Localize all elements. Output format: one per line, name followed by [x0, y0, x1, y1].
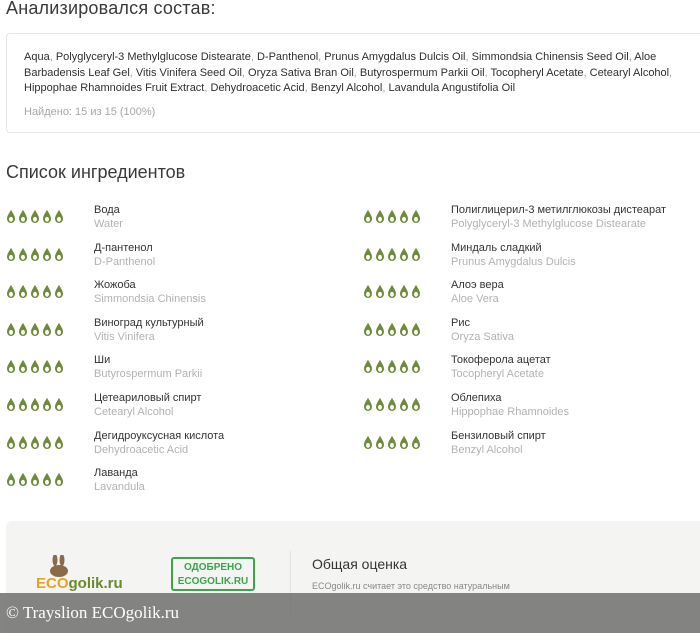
drop-icon — [54, 359, 64, 374]
rating-drops — [363, 397, 421, 412]
drop-icon — [375, 247, 385, 262]
drop-icon — [42, 359, 52, 374]
composition-list — [24, 50, 700, 97]
ingredient-row[interactable] — [363, 393, 700, 423]
ingredient-latin-name: Vitis Vinifera — [94, 330, 155, 343]
ingredient-row[interactable] — [363, 355, 700, 385]
rating-drops — [6, 472, 64, 487]
ingredient-name[interactable]: Ши — [94, 354, 111, 367]
drop-icon — [399, 209, 409, 224]
ingredient-row[interactable] — [6, 355, 346, 385]
overall-rating-title: Общая оценка — [312, 556, 408, 572]
ingredient-name[interactable]: Цетеариловый спирт — [94, 392, 202, 404]
rating-drops — [6, 247, 64, 262]
drop-icon — [6, 435, 16, 450]
drop-icon — [54, 435, 64, 450]
drop-icon — [6, 472, 16, 487]
ingredient-name[interactable]: Рис — [451, 316, 470, 329]
composition-ingredient[interactable]: Polyglyceryl-3 Methylglucose Distearate — [55, 51, 251, 63]
drop-icon — [387, 209, 397, 224]
ingredient-row[interactable] — [6, 393, 346, 423]
composition-title: Анализировался состав: — [6, 0, 216, 18]
separator: , — [318, 51, 325, 63]
composition-ingredient[interactable]: Tocopheryl Acetate — [490, 66, 584, 79]
ingredient-latin-name: Butyrospermum Parkii — [94, 368, 203, 381]
drop-icon — [30, 359, 40, 374]
rating-drops — [363, 209, 421, 224]
ingredient-latin-name: Hippophae Rhamnoides — [451, 406, 570, 418]
drop-icon — [18, 247, 28, 262]
ingredient-latin-name: Oryza Sativa — [451, 330, 514, 343]
drop-icon — [54, 322, 64, 337]
drop-icon — [387, 322, 397, 337]
drop-icon — [30, 397, 40, 412]
ingredient-row[interactable] — [6, 318, 346, 348]
composition-ingredient[interactable]: Lavandula Angustifolia Oil — [388, 82, 516, 94]
ingredient-name[interactable]: Дегидроуксусная кислота — [94, 429, 225, 442]
rating-drops — [363, 435, 421, 450]
drop-icon — [18, 472, 28, 487]
drop-icon — [387, 359, 397, 374]
drop-icon — [42, 397, 52, 412]
drop-icon — [6, 284, 16, 299]
drop-icon — [363, 322, 373, 337]
drop-icon — [411, 247, 421, 262]
rating-drops — [6, 397, 64, 412]
drop-icon — [6, 247, 16, 262]
drop-icon — [411, 209, 421, 224]
composition-ingredient[interactable]: Vitis Vinifera Seed Oil — [135, 66, 242, 79]
drop-icon — [6, 209, 16, 224]
separator: , — [669, 66, 673, 79]
rating-drops — [6, 209, 64, 224]
separator: , — [129, 66, 136, 79]
composition-ingredient[interactable]: D-Panthenol — [256, 51, 319, 63]
drop-icon — [30, 322, 40, 337]
drop-icon — [387, 284, 397, 299]
drop-icon — [399, 284, 409, 299]
drop-icon — [411, 397, 421, 412]
drop-icon — [42, 284, 52, 299]
watermark: © Trayslion ECOgolik.ru — [0, 593, 700, 633]
ingredient-row[interactable] — [363, 318, 700, 348]
approved-stamp: ОДОБРЕНО ECOGOLIK.RU — [171, 557, 255, 591]
ingredient-latin-name: Benzyl Alcohol — [451, 443, 523, 456]
drop-icon — [375, 397, 385, 412]
separator: , — [241, 66, 249, 79]
overall-rating-text: ECOgolik.ru считает это средство натуральным — [312, 581, 510, 591]
drop-icon — [6, 397, 16, 412]
ingredient-row[interactable] — [6, 243, 346, 273]
drop-icon — [42, 247, 52, 262]
ingredient-latin-name: Cetearyl Alcohol — [94, 406, 174, 418]
composition-ingredient[interactable]: Dehydroacetic Acid — [210, 82, 305, 94]
drop-icon — [411, 284, 421, 299]
ingredient-latin-name: Tocopheryl Acetate — [451, 368, 544, 381]
ingredient-latin-name: Prunus Amygdalus Dulcis — [451, 255, 576, 268]
ingredient-name[interactable]: Полиглицерил-3 метилглюкозы дистеарат — [451, 204, 667, 216]
drop-icon — [411, 322, 421, 337]
ingredient-name[interactable]: Токоферола ацетат — [451, 354, 551, 367]
composition-ingredient[interactable]: Simmondsia Chinensis Seed Oil — [471, 51, 629, 63]
composition-ingredient[interactable]: Aqua — [24, 51, 50, 63]
ingredient-row[interactable] — [6, 205, 346, 235]
separator: , — [465, 51, 472, 63]
ingredient-latin-name: Polyglyceryl-3 Methylglucose Distearate — [451, 218, 647, 230]
rabbit-icon — [44, 555, 74, 577]
separator: , — [49, 51, 56, 63]
drop-icon — [363, 359, 373, 374]
separator: , — [304, 82, 311, 94]
rating-drops — [363, 247, 421, 262]
drop-icon — [30, 247, 40, 262]
ingredient-name[interactable]: Алоэ вера — [451, 279, 504, 292]
composition-ingredient[interactable]: Prunus Amygdalus Dulcis Oil — [324, 51, 466, 63]
drop-icon — [30, 435, 40, 450]
ingredient-row[interactable] — [363, 243, 700, 273]
ingredient-latin-name: Aloe Vera — [451, 293, 499, 306]
drop-icon — [54, 247, 64, 262]
drop-icon — [375, 209, 385, 224]
drop-icon — [411, 435, 421, 450]
ingredient-name[interactable]: Вода — [94, 204, 120, 216]
drop-icon — [54, 472, 64, 487]
drop-icon — [42, 322, 52, 337]
ingredient-name[interactable]: Виноград культурный — [94, 316, 204, 329]
separator: , — [484, 66, 491, 79]
ingredient-row[interactable] — [363, 431, 700, 461]
drop-icon — [363, 247, 373, 262]
ingredient-name[interactable]: Лаванда — [94, 467, 138, 480]
drop-icon — [399, 435, 409, 450]
ingredient-name[interactable]: Д-пантенол — [94, 241, 153, 254]
drop-icon — [30, 209, 40, 224]
ingredient-name[interactable]: Бензиловый спирт — [451, 429, 546, 442]
drop-icon — [42, 209, 52, 224]
composition-box — [6, 33, 700, 133]
ingredient-list-title: Список ингредиентов — [6, 162, 186, 182]
drop-icon — [375, 322, 385, 337]
ingredient-row[interactable] — [6, 431, 346, 461]
rating-drops — [6, 284, 64, 299]
rating-drops — [6, 435, 64, 450]
drop-icon — [18, 435, 28, 450]
logo-text: ECOgolik.ru — [36, 575, 123, 592]
drop-icon — [18, 209, 28, 224]
drop-icon — [54, 209, 64, 224]
drop-icon — [18, 322, 28, 337]
separator: , — [204, 82, 211, 94]
ingredient-latin-name: Simmondsia Chinensis — [94, 293, 206, 306]
drop-icon — [54, 397, 64, 412]
drop-icon — [411, 359, 421, 374]
ingredient-row[interactable] — [6, 280, 346, 310]
separator: , — [382, 82, 389, 94]
drop-icon — [363, 284, 373, 299]
drop-icon — [18, 397, 28, 412]
composition-ingredient[interactable]: Hippophae Rhamnoides Fruit Extract — [24, 82, 205, 94]
drop-icon — [399, 322, 409, 337]
drop-icon — [30, 472, 40, 487]
separator: , — [353, 66, 360, 79]
found-count: Найдено: 15 из 15 (100%) — [24, 105, 156, 118]
ingredient-latin-name: D-Panthenol — [94, 255, 156, 268]
ingredient-latin-name: Water — [94, 218, 123, 230]
drop-icon — [42, 472, 52, 487]
drop-icon — [399, 397, 409, 412]
drop-icon — [375, 284, 385, 299]
ingredient-name[interactable]: Жожоба — [94, 279, 136, 292]
drop-icon — [54, 284, 64, 299]
ingredient-name[interactable]: Миндаль сладкий — [451, 241, 542, 254]
rating-drops — [6, 322, 64, 337]
drop-icon — [18, 284, 28, 299]
drop-icon — [42, 435, 52, 450]
drop-icon — [18, 359, 28, 374]
separator: , — [583, 66, 590, 79]
ingredient-latin-name: Dehydroacetic Acid — [94, 443, 189, 456]
ingredient-row[interactable] — [363, 280, 700, 310]
composition-ingredient[interactable]: Benzyl Alcohol — [310, 82, 383, 94]
separator: , — [628, 51, 635, 63]
composition-ingredient[interactable]: Aloe Barbadensis Leaf Gel — [24, 51, 657, 79]
drop-icon — [387, 435, 397, 450]
rating-drops — [363, 322, 421, 337]
ingredient-latin-name: Lavandula — [94, 481, 145, 494]
composition-ingredient[interactable]: Butyrospermum Parkii Oil — [359, 66, 485, 79]
composition-ingredient[interactable]: Oryza Sativa Bran Oil — [248, 66, 354, 79]
drop-icon — [375, 435, 385, 450]
drop-icon — [387, 397, 397, 412]
drop-icon — [375, 359, 385, 374]
rating-drops — [363, 284, 421, 299]
ingredient-name[interactable]: Облепиха — [451, 392, 502, 404]
drop-icon — [363, 435, 373, 450]
rating-drops — [363, 359, 421, 374]
drop-icon — [363, 397, 373, 412]
drop-icon — [363, 209, 373, 224]
drop-icon — [6, 359, 16, 374]
ingredient-row[interactable] — [363, 205, 700, 235]
separator: , — [250, 51, 257, 63]
rating-drops — [6, 359, 64, 374]
drop-icon — [387, 247, 397, 262]
drop-icon — [30, 284, 40, 299]
drop-icon — [399, 247, 409, 262]
drop-icon — [6, 322, 16, 337]
ingredient-row[interactable] — [6, 468, 346, 498]
composition-ingredient[interactable]: Cetearyl Alcohol — [589, 66, 670, 79]
drop-icon — [399, 359, 409, 374]
